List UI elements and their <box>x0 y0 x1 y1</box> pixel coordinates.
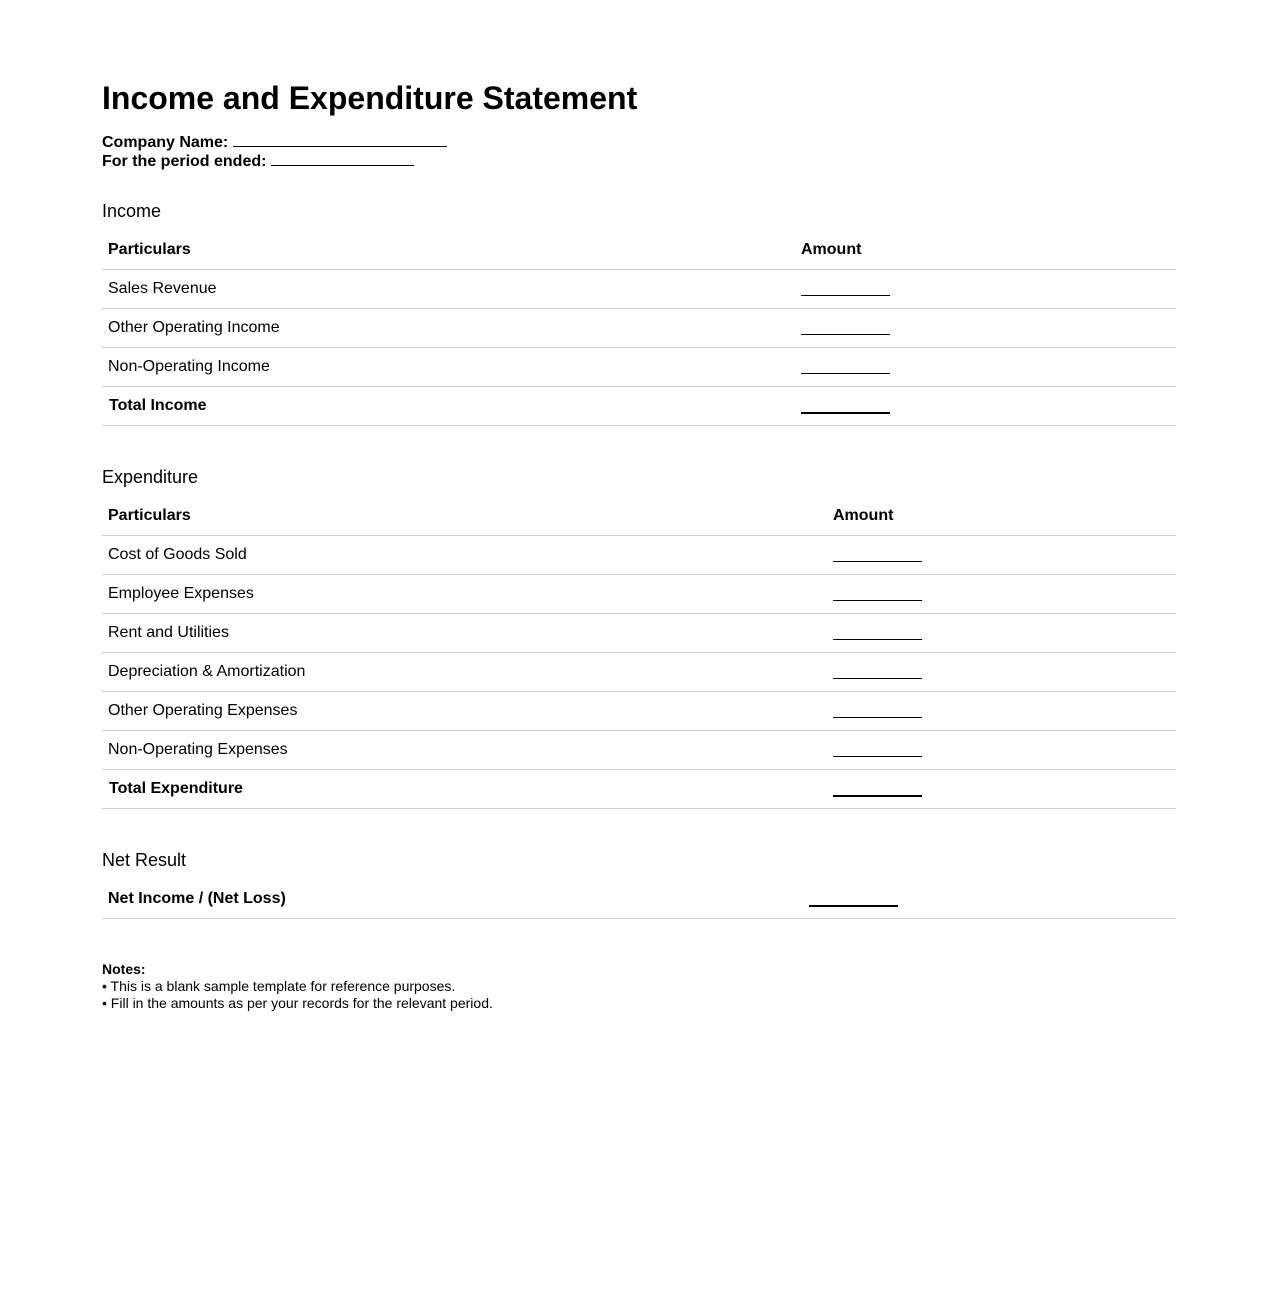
row-label: Depreciation & Amortization <box>102 653 827 692</box>
amount-cell <box>827 770 1176 809</box>
income-heading: Income <box>102 201 162 221</box>
amount-cell <box>827 536 1176 575</box>
table-row <box>102 692 1176 731</box>
net-result-label: Net Income / (Net Loss) <box>102 880 803 919</box>
amount-blank[interactable] <box>833 705 922 718</box>
expenditure-table <box>102 497 1176 809</box>
table-row <box>102 536 1176 575</box>
company-name-label: Company Name: <box>102 134 229 151</box>
amount-blank[interactable] <box>833 744 922 757</box>
total-income-label: Total Income <box>102 387 795 426</box>
amount-cell <box>827 575 1176 614</box>
table-row <box>102 731 1176 770</box>
expenditure-heading: Expenditure <box>102 467 199 487</box>
period-ended-blank[interactable] <box>271 152 414 166</box>
amount-blank[interactable] <box>833 588 922 601</box>
amount-cell <box>795 348 1176 387</box>
amount-blank[interactable] <box>801 322 890 335</box>
note-item: • This is a blank sample template for reference purposes. <box>102 978 456 994</box>
row-label: Cost of Goods Sold <box>102 536 827 575</box>
net-result-blank[interactable] <box>809 893 898 907</box>
notes <box>102 961 493 1012</box>
period-ended-label: For the period ended: <box>102 153 267 170</box>
amount-cell <box>827 653 1176 692</box>
income-col-amount: Amount <box>795 231 1176 270</box>
net-result-table <box>102 880 1176 919</box>
income-table <box>102 231 1176 426</box>
table-row <box>102 575 1176 614</box>
company-name-line <box>102 133 447 152</box>
amount-cell <box>827 692 1176 731</box>
net-result-row <box>102 880 1176 919</box>
total-income-blank[interactable] <box>801 400 890 414</box>
page-title: Income and Expenditure Statement <box>102 80 638 116</box>
notes-title: Notes: <box>102 961 146 977</box>
total-expenditure-blank[interactable] <box>833 783 922 797</box>
amount-blank[interactable] <box>801 283 890 296</box>
expenditure-col-amount: Amount <box>827 497 1176 536</box>
period-ended-line <box>102 152 447 171</box>
row-label: Rent and Utilities <box>102 614 827 653</box>
amount-blank[interactable] <box>833 627 922 640</box>
total-income-row <box>102 387 1176 426</box>
table-row <box>102 270 1176 309</box>
row-label: Other Operating Expenses <box>102 692 827 731</box>
table-row <box>102 309 1176 348</box>
row-label: Employee Expenses <box>102 575 827 614</box>
row-label: Non-Operating Income <box>102 348 795 387</box>
table-row <box>102 348 1176 387</box>
row-label: Other Operating Income <box>102 309 795 348</box>
table-row <box>102 614 1176 653</box>
total-expenditure-label: Total Expenditure <box>102 770 827 809</box>
row-label: Non-Operating Expenses <box>102 731 827 770</box>
total-expenditure-row <box>102 770 1176 809</box>
table-row <box>102 653 1176 692</box>
income-header-row <box>102 231 1176 270</box>
net-result-heading: Net Result <box>102 850 187 870</box>
amount-cell <box>827 731 1176 770</box>
amount-blank[interactable] <box>801 361 890 374</box>
amount-cell <box>795 387 1176 426</box>
amount-cell <box>827 614 1176 653</box>
expenditure-header-row <box>102 497 1176 536</box>
statement-meta <box>102 133 447 171</box>
row-label: Sales Revenue <box>102 270 795 309</box>
expenditure-col-particulars: Particulars <box>102 497 827 536</box>
amount-cell <box>795 270 1176 309</box>
amount-blank[interactable] <box>833 549 922 562</box>
amount-cell <box>803 880 1176 919</box>
amount-blank[interactable] <box>833 666 922 679</box>
note-item: • Fill in the amounts as per your records for the relevant period. <box>102 995 493 1011</box>
amount-cell <box>795 309 1176 348</box>
income-col-particulars: Particulars <box>102 231 795 270</box>
company-name-blank[interactable] <box>233 133 447 147</box>
